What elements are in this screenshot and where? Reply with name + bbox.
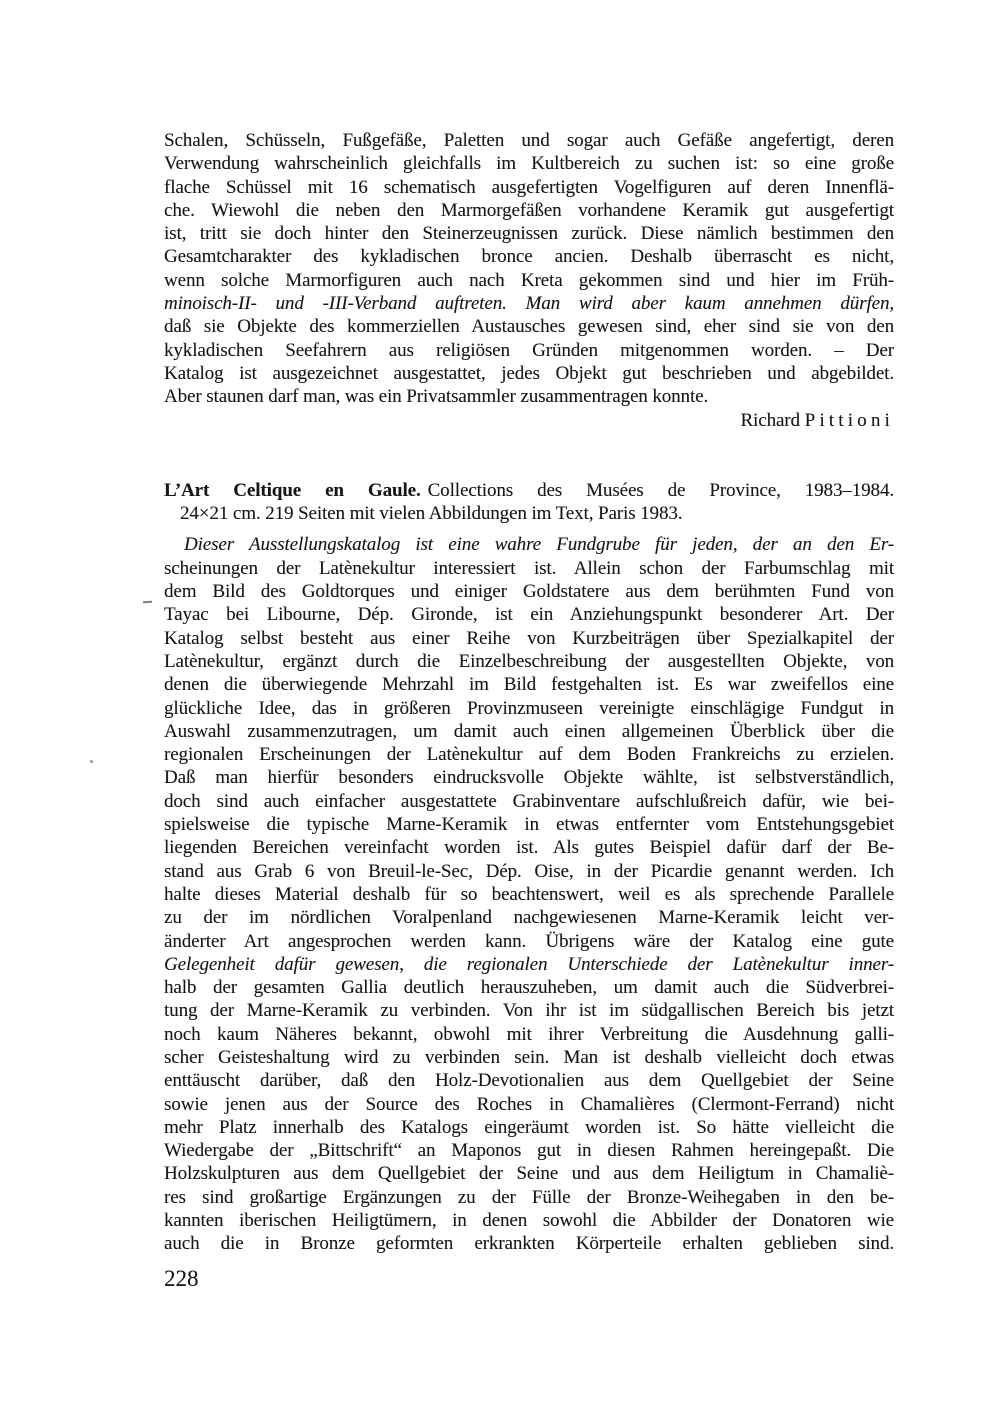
text-line: Daß man hierfür besonders eindrucksvolle Objekte wählte, ist selbstverständlich, (164, 767, 894, 789)
page-number: 228 (164, 1266, 199, 1291)
text-line: Wiedergabe der „Bittschrift“ an Maponos gut in diesen Rahmen hereingepaßt. Die (164, 1140, 894, 1162)
text-line: halte dieses Material deshalb für so beachtenswert, weil es als sprechende Parallele (164, 883, 894, 905)
text-line: Katalog selbst besteht aus einer Reihe von Kurzbeiträgen über Spezialkapitel der (164, 627, 894, 649)
text-block (164, 129, 894, 1256)
text-line: stand aus Grab 6 von Breuil-le-Sec, Dép. Oise, in der Picardie genannt werden. Ich (164, 860, 894, 882)
text-line: glückliche Idee, das in größeren Provinzmuseen vereinigte einschlägige Fundgut in (164, 697, 894, 719)
review2-paragraph (164, 533, 894, 1255)
text-line: enttäuscht darüber, daß den Holz-Devotionalien aus dem Quellgebiet der Seine (164, 1070, 894, 1092)
text-line: Dieser Ausstellungskatalog ist eine wahre Fundgrube für jeden, der an den Er- (184, 534, 894, 556)
text-line: res sind großartige Ergänzungen zu der Fülle der Bronze-Weihegaben in den be- (164, 1186, 894, 1208)
text-line: Gelegenheit dafür gewesen, die regionalen Unterschiede der Latènekultur inner- (164, 953, 894, 975)
text-line: scheinungen der Latènekultur interessiert ist. Allein schon der Farbumschlag mit (164, 557, 894, 579)
reviewer-signature (164, 409, 894, 432)
text-line: noch kaum Näheres bekannt, obwohl mit ihrer Verbreitung die Ausdehnung galli- (164, 1023, 894, 1045)
text-line: che. Wiewohl die neben den Marmorgefäßen vorhandene Keramik gut ausgefertigt (164, 199, 894, 221)
book-publication-info: Collections des Musées de Province, 1983–1984. (427, 479, 894, 501)
text-line: Gesamtcharakter des kykladischen bronce ancien. Deshalb überrascht es nicht, (164, 246, 894, 268)
text-line: Schalen, Schüsseln, Fußgefäße, Paletten und sogar auch Gefäße angefertigt, deren (164, 130, 894, 151)
text-line: sowie jenen aus der Source des Roches in Chamalières (Clermont-Ferrand) nicht (164, 1093, 894, 1115)
text-line: regionalen Erscheinungen der Latènekultur auf dem Boden Frankreichs zu erzielen. (164, 744, 894, 766)
text-line: mehr Platz innerhalb des Katalogs eingeräumt worden ist. So hätte vielleicht die (164, 1116, 894, 1138)
text-line: Auswahl zusammenzutragen, um damit auch einen allgemeinen Überblick über die (164, 720, 894, 742)
text-line: tung der Marne-Keramik zu verbinden. Von ihr ist im südgallischen Bereich bis jetzt (164, 1000, 894, 1022)
text-line: Verwendung wahrscheinlich gleichfalls im Kultbereich zu suchen ist: so eine große (164, 153, 894, 175)
text-line: Aber staunen darf man, was ein Privatsammler zusammentragen konnte. (164, 386, 709, 408)
text-line: wenn solche Marmorfiguren auch nach Kreta gekommen sind und hier im Früh- (164, 269, 894, 291)
text-line: minoisch-II- und -III-Verband auftreten. Man wird aber kaum annehmen dürfen, (164, 293, 894, 315)
text-line: scher Geisteshaltung wird zu verbinden sein. Man ist deshalb vielleicht doch etwas (164, 1046, 894, 1068)
book-review-heading (164, 479, 894, 526)
text-line: änderter Art angesprochen werden kann. Übrigens wäre der Katalog eine gute (164, 930, 894, 952)
text-line: doch sind auch einfacher ausgestattete Grabinventare aufschlußreich dafür, wie bei- (164, 790, 894, 812)
text-line: Latènekultur, ergänzt durch die Einzelbeschreibung der ausgestellten Objekte, von (164, 650, 894, 672)
book-title: L’Art Celtique en Gaule. (164, 479, 421, 501)
margin-speck-dash-icon (143, 601, 152, 604)
reviewer-surname: Pittioni (804, 409, 894, 431)
text-line: auch die in Bronze geformten erkrankten Körperteile erhalten geblieben sind. (164, 1233, 894, 1255)
text-line: Holzskulpturen aus dem Quellgebiet der Seine und aus dem Heiligtum in Chamaliè- (164, 1163, 894, 1185)
review1-paragraph (164, 129, 894, 409)
text-line: Tayac bei Libourne, Dép. Gironde, ist ein Anziehungspunkt besonderer Art. Der (164, 604, 894, 626)
text-line: kykladischen Seefahrern aus religiösen Gründen mitgenommen worden. – Der (164, 339, 894, 361)
text-line: dem Bild des Goldtorques und einiger Goldstatere aus dem berühmten Fund von (164, 581, 894, 603)
text-line: flache Schüssel mit 16 schematisch ausgefertigten Vogelfiguren auf deren Innenflä- (164, 176, 894, 198)
text-line: zu der im nördlichen Voralpenland nachgewiesenen Marne-Keramik leicht ver- (164, 907, 894, 929)
text-line: halb der gesamten Gallia deutlich herauszuheben, um damit auch die Südverbrei- (164, 977, 894, 999)
text-line: ist, tritt sie doch hinter den Steinerzeugnissen zurück. Diese nämlich bestimmen den (164, 223, 894, 245)
text-line: liegenden Bereichen vereinfacht worden ist. Als gutes Beispiel dafür darf der Be- (164, 837, 894, 859)
text-line: kannten iberischen Heiligtümern, in denen sowohl die Abbilder der Donatoren wie (164, 1210, 894, 1232)
reviewer-given-name: Richard (740, 409, 800, 431)
book-heading-line1 (164, 479, 894, 502)
margin-speck-dot-icon (90, 760, 93, 763)
text-line: denen die überwiegende Mehrzahl im Bild festgehalten ist. Es war zweifellos eine (164, 674, 894, 696)
text-line: spielsweise die typische Marne-Keramik in etwas entfernter vom Entstehungsgebiet (164, 814, 894, 836)
text-line: Katalog ist ausgezeichnet ausgestattet, jedes Objekt gut beschrieben und abgebildet. (164, 362, 894, 384)
book-format-info: 24×21 cm. 219 Seiten mit vielen Abbildungen im Text, Paris 1983. (180, 503, 683, 525)
text-line: daß sie Objekte des kommerziellen Austausches gewesen sind, eher sind sie von den (164, 316, 894, 338)
